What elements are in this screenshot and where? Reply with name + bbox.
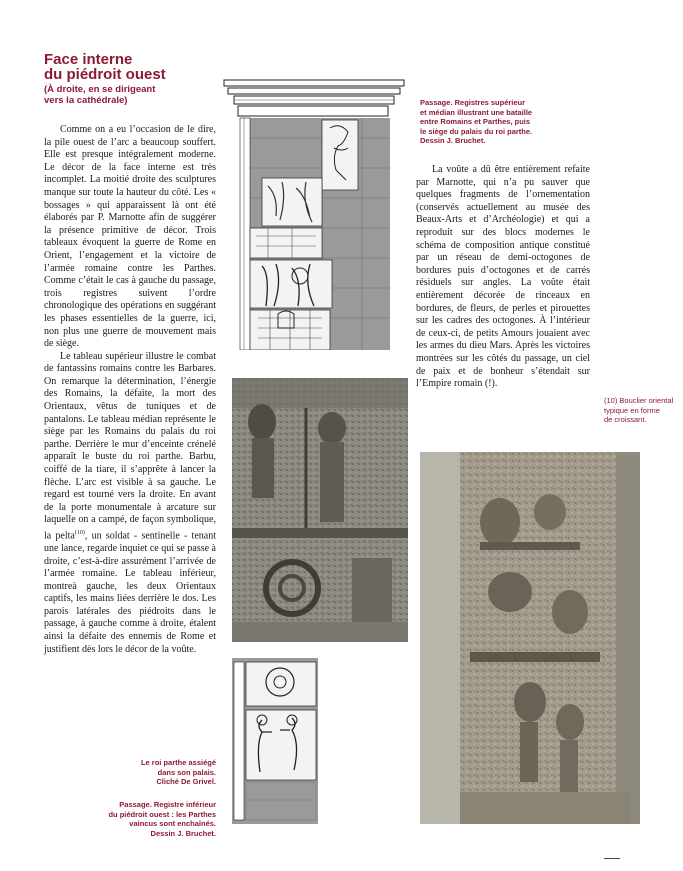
footnote-line: typique en forme <box>604 405 660 415</box>
caption-line: et médian illustrant une bataille <box>420 107 533 117</box>
page-subtitle <box>44 84 194 106</box>
caption-line: du piédroit ouest : les Parthes <box>108 809 216 819</box>
bottom-drawing <box>232 658 318 824</box>
caption-line: Dessin J. Bruchet. <box>150 828 216 838</box>
paragraph-3: La voûte a dû être entièrement refaite par Marnotte, qui n’a pu sauver que quelques fragments de l’ornementation (conservés actuellement au musée des Beaux-Arts et d’Archéologie) et qui a reproduit sur des blocs modernes le schéma de composition antique constitué par un réseau de demi-octogones de bordures puis d’octogones et de carrés résiduels sur angles. La voûte était entièrement décorée de rinceaux en bordures, de fleurs, de perles et pirouettes sur les cadres des octogones. À l’intérieur de ceux-ci, de petits Amours jouaient avec les armes du dieu Mars. Après les victoires montrées sur les côtés du passage, un ciel de paix et de bonheur s’étendait sur l’Empire romain (!). <box>416 164 590 390</box>
relief-photo <box>232 378 408 642</box>
paragraph-2-part-b: , un soldat - sentinelle - tenant une lance, regarde inquiet ce qui se passe à droite, c’est-à-dire assurément l’arrivée de l’armée romaine. Le tableau inférieur, montreà gauche, les deux Orientaux captifs, les mains liées derrière le dos. Les parois latérales des piédroits dans le passage, à gauche comme à droite, étalent ainsi la défaite des ennemis de Rome et justifient dès lors le décor de la voûte. <box>44 530 216 655</box>
photo-pier-relief <box>420 452 640 824</box>
body-column-1 <box>44 124 216 656</box>
footnote-ref: (10) <box>74 530 85 536</box>
page-number-rule <box>604 858 620 859</box>
caption-top-drawing <box>420 98 580 146</box>
caption-line: vaincus sont enchaînés. <box>129 819 216 829</box>
caption-line: Passage. Registre inférieur <box>119 800 216 809</box>
title-line-1: Face interne <box>44 51 133 68</box>
caption-line: le siège du palais du roi parthe. <box>420 126 533 136</box>
subtitle-line-1: (À droite, en se dirigeant <box>44 84 156 95</box>
caption-line: Dessin J. Bruchet. <box>420 136 486 146</box>
paragraph-2-part-a: Le tableau supérieur illustre le combat de fantassins romains contre les Barbares. On remarque la détermination, l’énergie des Romains, la défaite, la mort des Orientaux, vêtus de tuniques et de pantalons. Le tableau médian représente le siège par les Romains du palais du roi parthe. Derrière le mur d’enceinte crénelé apparaît le buste du roi parthe. Barbu, coiffé de la tiare, il s’apprête à lancer la flèche. L’arc est visible à sa gauche. Le regard est tourné vers la droite. En avant de la porte monumentale à arcature sur laquelle on a campé, de façon symbolique, la pelta <box>44 350 216 542</box>
caption-line: Cliché De Grivel. <box>156 777 216 787</box>
captives-drawing-illustration <box>232 658 318 824</box>
caption-line: Le roi parthe assiégé <box>140 758 216 767</box>
page-title <box>44 52 234 82</box>
top-drawing <box>222 78 408 350</box>
caption-line: Passage. Registres supérieur <box>420 98 526 107</box>
subtitle-line-2: vers la cathédrale) <box>44 95 128 106</box>
pier-relief-photo <box>420 452 640 824</box>
paragraph-2 <box>44 351 216 657</box>
caption-line: entre Romains et Parthes, puis <box>420 117 531 127</box>
footnote-line: (10) Bouclier oriental <box>604 396 674 405</box>
caption-king <box>92 758 216 787</box>
footnote-shield <box>604 396 676 425</box>
paragraph-1: Comme on a eu l’occasion de le dire, la pile ouest de l’arc a beaucoup souffert. Elle est presque intégralement moderne. Le décor de la face interne est très incomplet. La moitié droite des sculptures manque sur toute la hauteur du côté. Les « bossages » qui apparaissent là ont été élaborés par P. Marnotte afin de suggérer la présence primitive de décor. Trois tableaux évoquent la guerre de Rome en Orient, l’engagement et la victoire de l’armée romaine contre les Parthes. Comme c’était le cas à gauche du passage, trois registres suivent l’ordre chronologique des opérations en suggérant les phases essentielles de la guerre, ici, non plus une guerre de mouvement mais de siège. <box>44 124 216 350</box>
pier-drawing-illustration <box>222 78 408 350</box>
body-column-2 <box>416 164 590 391</box>
photo-king-besieged <box>232 378 408 642</box>
caption-line: dans son palais. <box>157 767 216 777</box>
title-line-2: du piédroit ouest <box>44 66 166 83</box>
footnote-line: de croissant. <box>604 415 647 425</box>
caption-bottom-drawing <box>76 800 216 838</box>
